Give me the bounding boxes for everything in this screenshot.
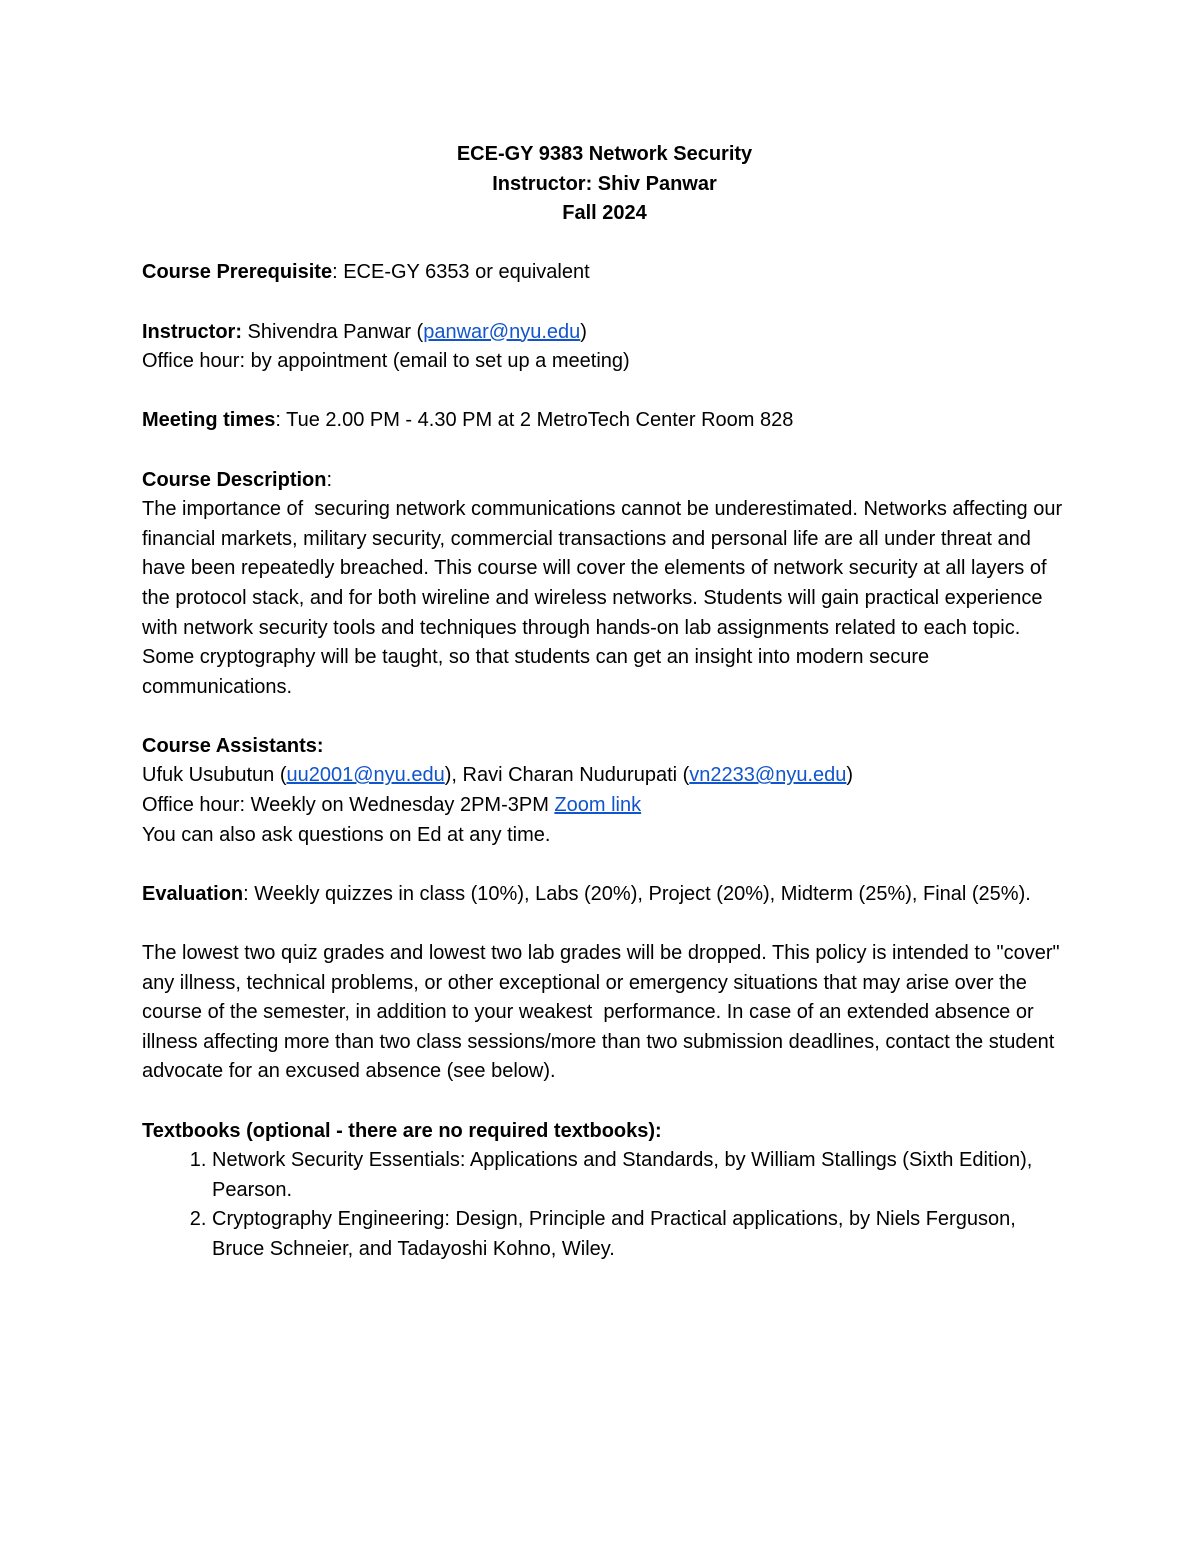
textbooks-heading (142, 1117, 1067, 1147)
instructor-office-hour: Office hour: by appointment (email to set up a meeting) (142, 350, 630, 373)
ca2-email-link[interactable]: vn2233@nyu.edu (689, 764, 847, 787)
description-heading (142, 466, 1067, 496)
paren-close: ) (580, 320, 587, 343)
evaluation-value: : Weekly quizzes in class (10%), Labs (20%), Project (20%), Midterm (25%), Final (25%). (243, 882, 1031, 905)
evaluation-line (142, 880, 1067, 910)
spacer (142, 702, 1067, 732)
description-label: Course Description (142, 468, 327, 491)
prerequisite-value: : ECE-GY 6353 or equivalent (332, 261, 590, 284)
spacer (142, 909, 1067, 939)
assistants-office-hour (142, 791, 1067, 821)
assistants-line (142, 761, 1067, 791)
textbook-list (142, 1146, 1067, 1264)
assistants-heading (142, 732, 1067, 762)
ed-note: You can also ask questions on Ed at any time. (142, 823, 551, 846)
meeting-line (142, 406, 1067, 436)
assistants-label: Course Assistants: (142, 734, 324, 757)
spacer (142, 436, 1067, 466)
textbook-item: 2. Cryptography Engineering: Design, Principle and Practical applications, by Niels Ferguson, Bruce Schneier, and Tadayoshi Kohno, Wiley. (212, 1205, 1067, 1264)
instructor-email-link[interactable]: panwar@nyu.edu (423, 320, 581, 343)
instructor-line (142, 318, 1067, 348)
term: Fall 2024 (562, 202, 647, 225)
spacer (142, 1087, 1067, 1117)
paren-close: ) (846, 764, 854, 787)
instructor-heading: Instructor: Shiv Panwar (492, 172, 717, 195)
spacer (142, 377, 1067, 407)
spacer (142, 288, 1067, 318)
ca1-name: Ufuk Usubutun ( (142, 764, 287, 787)
grading-policy: The lowest two quiz grades and lowest two lab grades will be dropped. This policy is intended to "cover" any illness, technical problems, or other exceptional or emergency situations that may arise over the course of the semester, in addition to your weakest performance. In case of an extended absence or illness affecting more than two class sessions/more than two submission deadlines, contact the student advocate for an excused absence (see below). (142, 942, 1066, 1083)
textbooks-label: Textbooks (optional - there are no required textbooks): (142, 1119, 662, 1142)
prerequisite-line (142, 258, 1067, 288)
course-title: ECE-GY 9383 Network Security (456, 143, 753, 165)
spacer (142, 850, 1067, 880)
instructor-label: Instructor: (142, 320, 242, 343)
description-text: The importance of securing network communications cannot be underestimated. Networks affecting our financial markets, military security, commercial transactions and personal life are all under threat and have been repeatedly breached. This course will cover the elements of network security at all layers of the protocol stack, and for both wireline and wireless networks. Students will gain practical experience with network security tools and techniques through hands-on lab assignments related to each topic. Some cryptography will be taught, so that students can get an insight into modern secure communications. (142, 498, 1068, 698)
textbook-item: 1. Network Security Essentials: Applications and Standards, by William Stallings (Sixth Edition), Pearson. (212, 1146, 1067, 1205)
office-hour-text: Office hour: Weekly on Wednesday 2PM-3PM (142, 794, 555, 817)
meeting-value: : Tue 2.00 PM - 4.30 PM at 2 MetroTech Center Room 828 (275, 409, 794, 432)
spacer (142, 229, 1067, 259)
ca2-name: ), Ravi Charan Nudurupati ( (444, 764, 690, 787)
prerequisite-label: Course Prerequisite (142, 261, 333, 284)
description-colon: : (326, 468, 333, 491)
evaluation-label: Evaluation (142, 882, 244, 905)
meeting-label: Meeting times (142, 409, 276, 432)
ca1-email-link[interactable]: uu2001@nyu.edu (286, 764, 445, 787)
zoom-link[interactable]: Zoom link (554, 794, 642, 817)
document-body (142, 140, 1067, 1265)
instructor-name: Shivendra Panwar ( (242, 320, 424, 343)
